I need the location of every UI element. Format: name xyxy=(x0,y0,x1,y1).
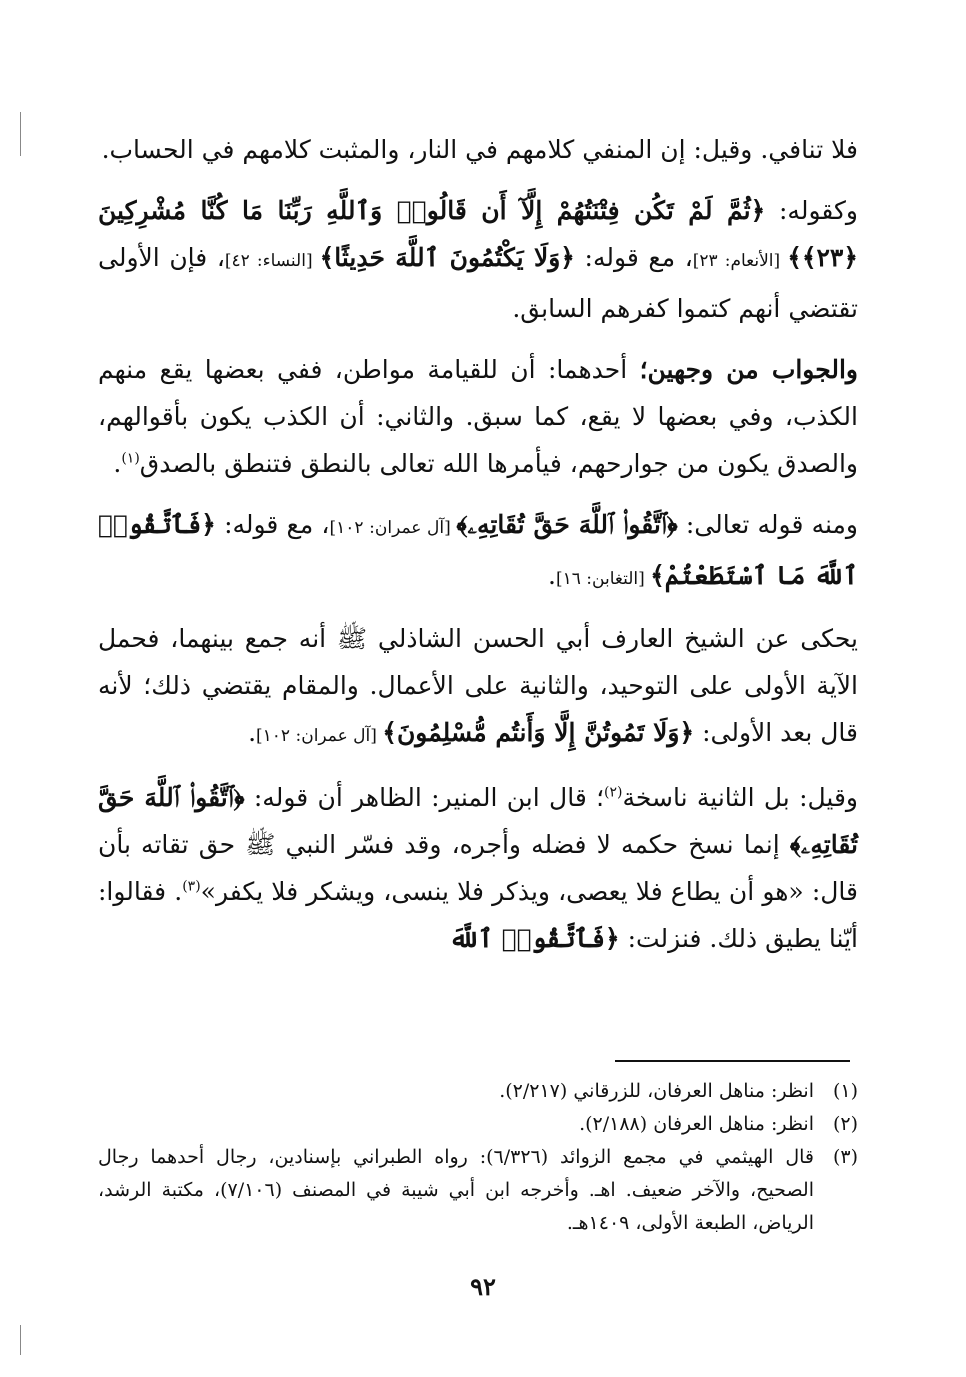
quran-verse: ﴿وَلَا يَكْتُمُونَ ٱللَّهَ حَدِيثًا﴾ xyxy=(319,243,575,272)
footnote-item xyxy=(98,1141,858,1240)
footnote-number: (١) xyxy=(832,1080,858,1102)
verse-reference: [الأنعام: ٢٣] xyxy=(692,251,788,271)
scan-edge-mark xyxy=(20,112,21,156)
text-span: إنما نسخ حكمه لا فضله وأجره، وقد فسّر النبي ﷺ حق تقاته بأن قال: «هو أن يطاع فلا يعصى، ويذكر فلا ينسى، ويشكر فلا يكفر» xyxy=(98,830,859,906)
text-span: وكقوله: xyxy=(765,196,858,225)
scan-edge-mark xyxy=(20,1325,21,1355)
footnote-text: انظر: مناهل العرفان، للزرقاني (٢/٢١٧). xyxy=(499,1080,814,1102)
verse-reference: [آل عمران: ١٠٢] xyxy=(256,726,383,746)
text-span: . xyxy=(113,449,122,478)
page-number: ٩٢ xyxy=(470,1272,496,1301)
main-text xyxy=(98,126,858,976)
quran-verse: ﴿ثُمَّ لَمْ تَكُن فِتْنَتُهُمْ إِلَّآ أَن قَالُوا۟ وَٱللَّهِ رَبِّنَا مَا كُنَّا مُشْرِكِينَ ﴿٢٣﴾﴾ xyxy=(98,196,858,272)
bold-heading: والجواب من وجهين؛ xyxy=(639,355,858,384)
footnote-item xyxy=(98,1075,858,1108)
paragraph-p3 xyxy=(98,346,858,487)
text-span: أحدهما: أن للقيامة مواطن، ففي بعضها يقع منهم الكذب، وفي بعضها لا يقع، كما سبق. والثاني: أن الكذب يكون بأقوالهم، والصدق يكون من جوارحهم، فيأمرها الله تعالى بالنطق فتنطق بالصدق xyxy=(98,355,858,478)
text-span: يحكى عن الشيخ العارف أبي الحسن الشاذلي ﷺ أنه جمع بينهما، فحمل الآية الأولى على التوحيد، والثانية على الأعمال. والمقام يقتضي ذلك؛ لأنه قال بعد الأولى: xyxy=(98,624,858,747)
text-span: . xyxy=(548,561,556,590)
paragraph-p2 xyxy=(98,187,858,332)
paragraph-p6 xyxy=(98,774,858,962)
quran-verse: ﴿ٱتَّقُوا۟ ٱللَّهَ حَقَّ تُقَاتِهِۦ﴾ xyxy=(456,510,678,539)
quran-verse: ﴿ٱتَّقُوا۟ ٱللَّهَ حَقَّ تُقَاتِهِۦ﴾ xyxy=(98,783,858,859)
footnote-ref: (٢) xyxy=(604,784,623,801)
footnote-ref: (١) xyxy=(121,450,140,467)
text-span: ومنه قوله تعالى: xyxy=(677,510,858,539)
verse-reference: [آل عمران: ١٠٢] xyxy=(329,518,457,538)
verse-reference: [التغابن: ١٦] xyxy=(555,569,651,589)
text-span: ؛ قال ابن المنير: الظاهر أن قوله: xyxy=(244,783,605,812)
verse-reference: [النساء: ٤٢] xyxy=(224,251,320,271)
text-span: ، مع قوله: xyxy=(215,510,330,539)
footnote-text: قال الهيثمي في مجمع الزوائد (٦/٣٢٦): رواه الطبراني بإسنادين، رجال أحدهما رجال الصحيح، والآخر ضعيف. اهـ. وأخرجه ابن أبي شيبة في المصنف (٧/١٠٦)، مكتبة الرشد، الرياض، الطبعة الأولى، ١٤٠٩هـ. xyxy=(98,1146,815,1234)
footnote-text: انظر: مناهل العرفان (٢/١٨٨). xyxy=(579,1113,814,1135)
text-span: . فقالوا: أيّنا يطيق ذلك. فنزلت: xyxy=(98,877,858,953)
text-span: فلا تنافي. وقيل: إن المنفي كلامهم في النار، والمثبت كلامهم في الحساب. xyxy=(101,135,858,164)
paragraph-p1 xyxy=(98,126,858,173)
quran-verse: ﴿وَلَا تَمُوتُنَّ إِلَّا وَأَنتُم مُّسْلِمُونَ﴾ xyxy=(382,718,695,747)
footnote-number: (٢) xyxy=(832,1113,858,1135)
footnote-separator xyxy=(615,1060,850,1062)
footnotes xyxy=(98,1075,858,1240)
text-span: ، مع قوله: xyxy=(574,243,693,272)
text-span: ، فإن الأولى تقتضي أنهم كتموا كفرهم السابق. xyxy=(98,243,858,323)
footnote-number: (٣) xyxy=(832,1146,858,1168)
text-span: . xyxy=(248,718,257,747)
footnote-item xyxy=(98,1108,858,1141)
paragraph-p4 xyxy=(98,501,858,603)
footnote-ref: (٣) xyxy=(182,878,201,895)
quran-verse: ﴿فَٱتَّقُوا۟ ٱللَّهَ مَا ٱسْتَطَعْتُمْ﴾ xyxy=(98,510,858,590)
text-span: وقيل: بل الثانية ناسخة xyxy=(622,783,858,812)
paragraph-p5 xyxy=(98,615,858,760)
quran-verse: ﴿فَٱتَّقُوا۟ ٱللَّهَ xyxy=(449,924,620,953)
